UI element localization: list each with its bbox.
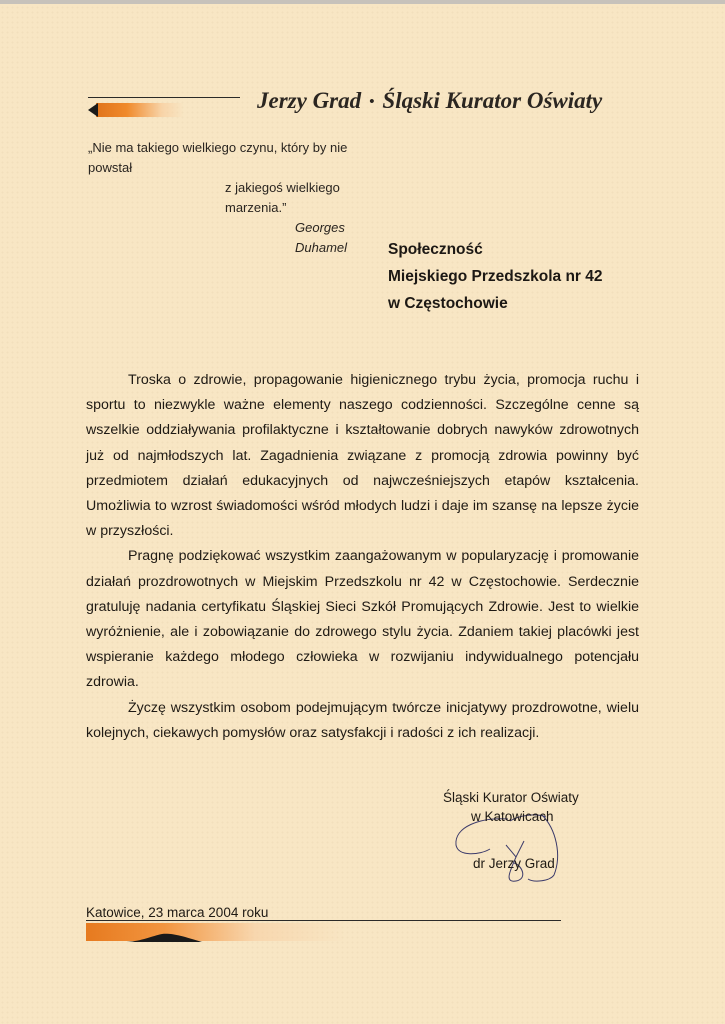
body-paragraph-3: Życzę wszystkim osobom podejmującym twórcze inicjatywy prozdrowotne, wielu kolejnych, ciekawych pomysłów oraz satysfakcji i radości z ich realizacji. (86, 699, 639, 741)
separator-dot: • (369, 94, 375, 111)
sender-name: Jerzy Grad (257, 88, 362, 113)
arrow-left-icon (88, 103, 98, 117)
body-paragraph-1: Troska o zdrowie, propagowanie higienicznego trybu życia, promocja ruchu i sportu to niezwykle ważne elementy naszego codzienności. Szczególne cenne są wszelkie oddziaływania profilaktyczne i kształtowanie dobrych nawyków zdrowotnych już od najmłodszych lat. Zagadnienia związane z promocją zdrowia powinny być przedmiotem działań edukacyjnych od najwcześniejszych etapów kształcenia. Umożliwia to wzrost świadomości wśród młodych ludzi i daje im szansę na lepsze życie w przyszłości. (86, 372, 639, 540)
footer-wave-icon (127, 932, 202, 942)
header-decoration (88, 97, 243, 117)
footer-rule (86, 920, 561, 921)
sender-position: Śląski Kurator Oświaty (382, 88, 603, 113)
quote-author: Georges Duhamel (295, 220, 348, 255)
letterhead-title (257, 88, 602, 114)
letter-body (86, 368, 639, 746)
addressee-line-2: Miejskiego Przedszkola nr 42 (388, 268, 603, 285)
date-place: Katowice, 23 marca 2004 roku (86, 905, 269, 920)
header-rule (88, 97, 240, 98)
quote-line-1: „Nie ma takiego wielkiego czynu, który by nie powstał (88, 140, 348, 175)
footer-orange-gradient (86, 923, 346, 941)
signatory-title: Śląski Kurator Oświaty (443, 790, 579, 805)
signature-block (443, 788, 579, 871)
quote-line-2: z jakiegoś wielkiego marzenia.” (225, 180, 340, 215)
header-orange-gradient (96, 103, 184, 117)
epigraph-quote (88, 138, 388, 258)
addressee-line-3: w Częstochowie (388, 295, 508, 312)
top-edge (0, 0, 725, 4)
signatory-name: dr Jerzy Grad (473, 856, 555, 871)
signatory-place: w Katowicach (471, 809, 554, 824)
body-paragraph-2: Pragnę podziękować wszystkim zaangażowanym w popularyzację i promowanie działań prozdrowotnych w Miejskim Przedszkolu nr 42 w Częstochowie. Serdecznie gratuluję nadania certyfikatu Śląskiej Sieci Szkół Promujących Zdrowie. Jest to wielkie wyróżnienie, ale i zobowiązanie do zdrowego stylu życia. Zdaniem takiej placówki jest wspieranie każdego młodego człowieka w rozwijaniu indywidualnego potencjału zdrowia. (86, 548, 639, 691)
addressee-block (388, 236, 603, 317)
addressee-line-1: Społeczność (388, 241, 483, 258)
